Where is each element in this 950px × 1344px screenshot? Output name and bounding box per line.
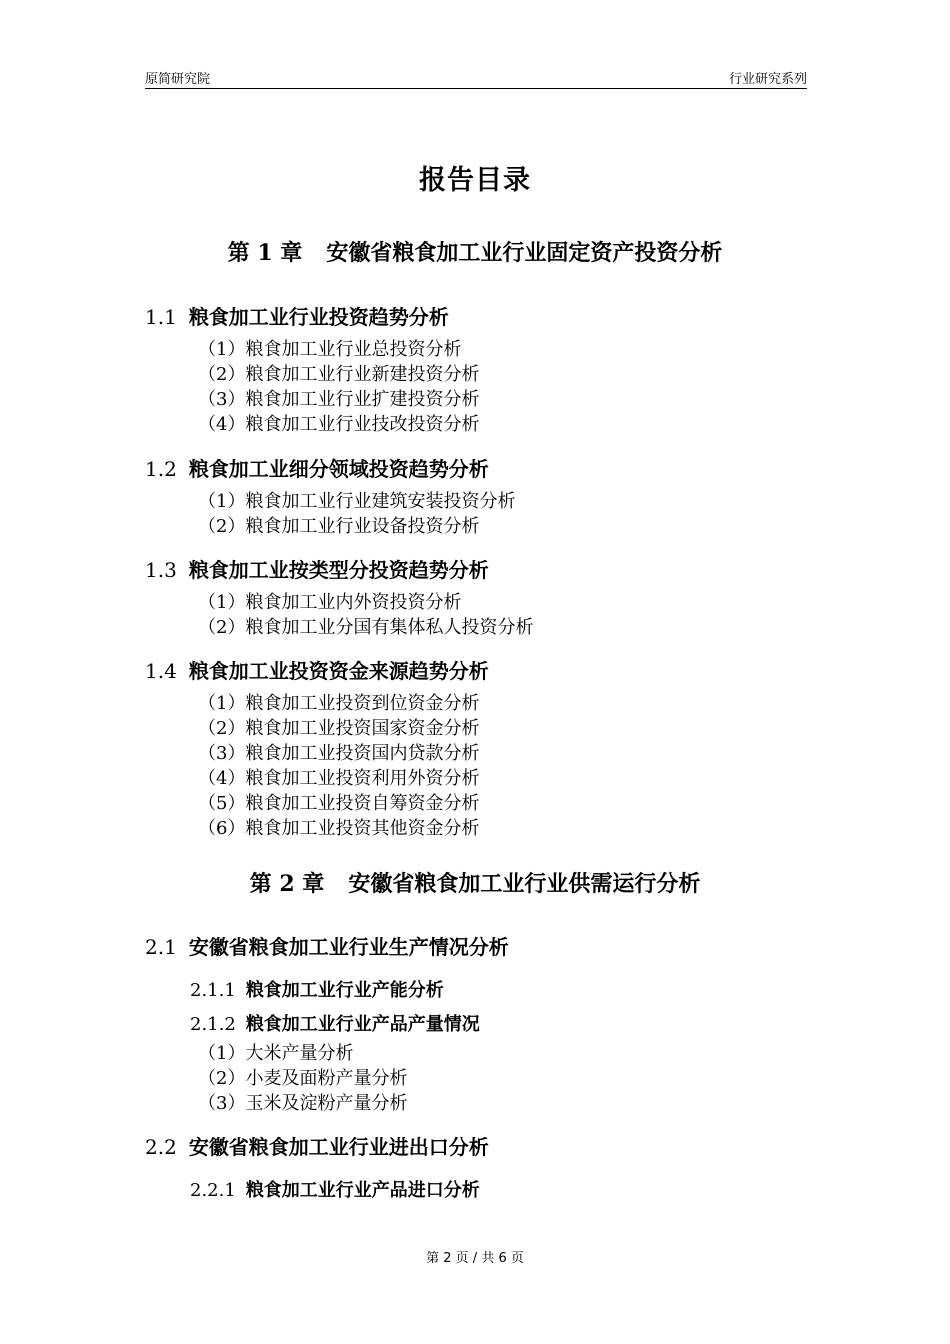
section-1-1-title: 粮食加工业行业投资趋势分析 [188, 305, 449, 329]
toc-item: （5）粮食加工业投资自筹资金分析 [198, 793, 480, 814]
toc-item: （2）粮食加工业投资国家资金分析 [198, 718, 480, 739]
section-1-2 [145, 453, 489, 482]
toc-item: （4）粮食加工业投资利用外资分析 [198, 768, 480, 789]
chapter-1-title: 安徽省粮食加工业行业固定资产投资分析 [326, 240, 723, 266]
toc-item: （2）粮食加工业行业新建投资分析 [198, 364, 480, 385]
section-2-1-title: 安徽省粮食加工业行业生产情况分析 [188, 935, 509, 959]
section-1-2-title: 粮食加工业细分领域投资趋势分析 [188, 457, 489, 481]
chapter-1-number: 第 1 章 [227, 240, 303, 266]
subsection-2-2-1-title: 粮食加工业行业产品进口分析 [245, 1180, 480, 1201]
subsection-2-1-1 [190, 976, 444, 1002]
section-1-2-number: 1.2 [145, 457, 177, 481]
section-1-1-number: 1.1 [145, 305, 177, 329]
section-1-4 [145, 655, 489, 684]
section-1-3-title: 粮食加工业按类型分投资趋势分析 [188, 558, 489, 582]
toc-title: 报告目录 [419, 165, 531, 196]
section-1-1 [145, 301, 449, 330]
subsection-2-2-1-number: 2.2.1 [190, 1180, 236, 1201]
toc-item: （1）粮食加工业投资到位资金分析 [198, 693, 480, 714]
header-series-name: 行业研究系列 [728, 72, 807, 87]
toc-item: （3）粮食加工业行业扩建投资分析 [198, 389, 480, 410]
section-2-1-number: 2.1 [145, 935, 177, 959]
chapter-1-heading [0, 236, 950, 267]
section-1-4-number: 1.4 [145, 659, 177, 683]
section-1-3 [145, 554, 489, 583]
subsection-2-1-2-title: 粮食加工业行业产品产量情况 [245, 1014, 480, 1035]
page-header [145, 68, 807, 89]
section-2-2 [145, 1131, 489, 1160]
toc-item: （1）粮食加工业内外资投资分析 [198, 592, 462, 613]
chapter-2-title: 安徽省粮食加工业行业供需运行分析 [348, 871, 701, 897]
section-2-1 [145, 931, 509, 960]
toc-item: （2）粮食加工业分国有集体私人投资分析 [198, 617, 534, 638]
section-1-4-title: 粮食加工业投资资金来源趋势分析 [188, 659, 489, 683]
chapter-2-number: 第 2 章 [249, 871, 325, 897]
toc-item: （4）粮食加工业行业技改投资分析 [198, 414, 480, 435]
section-2-2-number: 2.2 [145, 1135, 177, 1159]
toc-item: （1）粮食加工业行业建筑安装投资分析 [198, 491, 516, 512]
toc-item: （2）小麦及面粉产量分析 [198, 1068, 408, 1089]
subsection-2-2-1 [190, 1176, 480, 1202]
subsection-2-1-1-title: 粮食加工业行业产能分析 [245, 980, 444, 1001]
subsection-2-1-2-number: 2.1.2 [190, 1014, 236, 1035]
toc-item: （3）粮食加工业投资国内贷款分析 [198, 743, 480, 764]
page-footer: 第 2 页 / 共 6 页 [426, 1251, 524, 1266]
subsection-2-1-1-number: 2.1.1 [190, 980, 236, 1001]
toc-item: （1）大米产量分析 [198, 1043, 354, 1064]
header-org-name: 原简研究院 [145, 72, 211, 87]
toc-item: （2）粮食加工业行业设备投资分析 [198, 516, 480, 537]
toc-item: （6）粮食加工业投资其他资金分析 [198, 818, 480, 839]
section-2-2-title: 安徽省粮食加工业行业进出口分析 [188, 1135, 489, 1159]
section-1-3-number: 1.3 [145, 558, 177, 582]
toc-item: （3）玉米及淀粉产量分析 [198, 1093, 408, 1114]
chapter-2-heading [0, 867, 950, 898]
subsection-2-1-2 [190, 1010, 480, 1036]
toc-item: （1）粮食加工业行业总投资分析 [198, 339, 462, 360]
